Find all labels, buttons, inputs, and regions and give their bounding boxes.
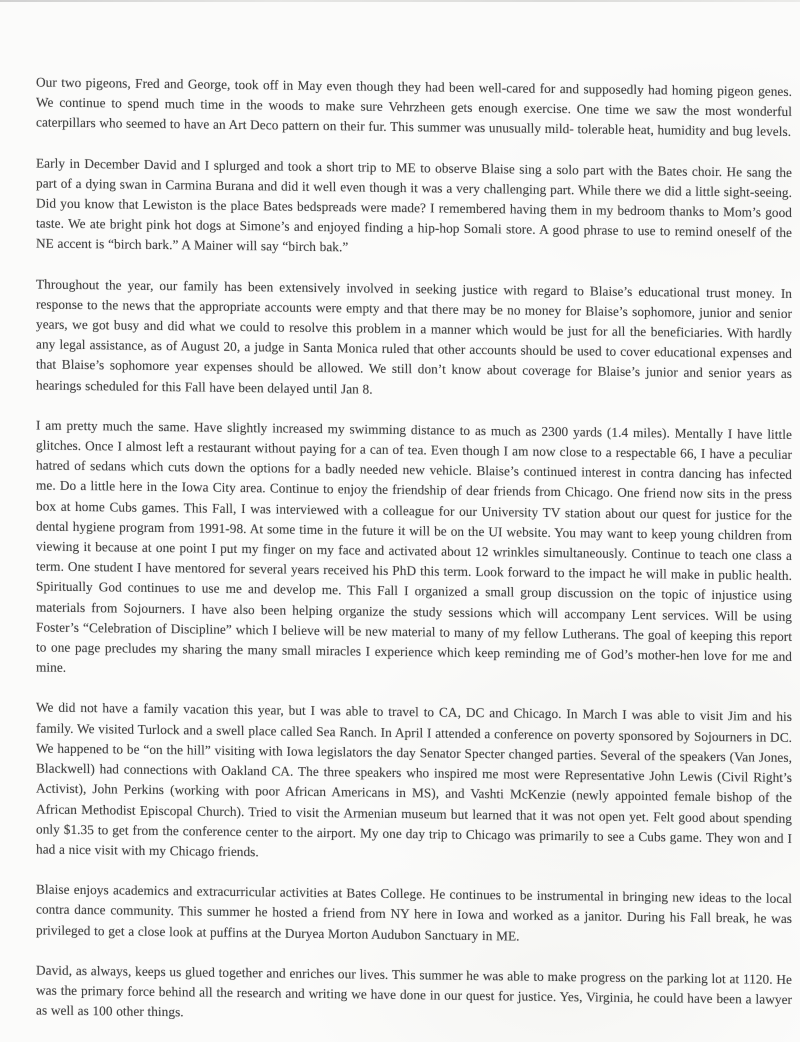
paragraph-travels: We did not have a family vacation this year, but I was able to travel to CA, DC and Chicago. In March I was able to visit Jim and his family. We visited Turlock and a swell place called Sea Ranch. In April I attended a conference on poverty sponsored by Sojourners in DC. We happened to be “on the hill” visiting with Iowa legislators the day Senator Specter changed parties. Several of the speakers (Van Jones, Blackwell) had connections with Oakland CA. The three speakers who inspired me most were Representative John Lewis (Civil Right’s Activist), John Perkins (working with poor African Americans in MS), and Vashti McKenzie (newly appointed female bishop of the African Methodist Episcopal Church). Tried to visit the Armenian museum but learned that it was not open yet. Felt good about spending only $1.35 to get from the conference center to the airport. My one day trip to Chicago was primarily to see a Cubs game. They won and I had a nice visit with my Chicago friends. [36, 699, 792, 860]
paragraph-david-update: David, as always, keeps us glued together and enriches our lives. This summer he was able to make progress on the parking lot at 1120. He was the primary force behind all the research and writing we have done in our quest for justice. Yes, Virginia, he could have been a lawyer as well as 100 other things. [36, 962, 792, 1020]
paragraph-maine-trip: Early in December David and I splurged and took a short trip to ME to observe Blaise sing a solo part with the Bates choir. He sang the part of a dying swan in Carmina Burana and did it well even though it was a very challenging part. While there we did a little sight-seeing. Did you know that Lewiston is the place Bates bedspreads were made? I remembered having them in my bedroom thanks to Mom’s good taste. We ate bright pink hot dogs at Simone’s and enjoyed finding a hip-hop Somali store. A good phrase to use to remind oneself of the NE accent is “birch bark.” A Mainer will say “birch bak.” [36, 155, 792, 255]
paragraph-trust-money-justice: Throughout the year, our family has been extensively involved in seeking justice with regard to Blaise’s educational trust money. In response to the news that the appropriate accounts were empty and that there may be no money for Blaise’s sophomore, junior and senior years, we got busy and did what we could to resolve this problem in a manner which would be just for all the beneficiaries. With hardly any legal assistance, as of August 20, a judge in Santa Monica ruled that other accounts should be used to cover educational expenses and that Blaise’s sophomore year expenses should be allowed. We still don’t know about coverage for Blaise’s junior and senior years as hearings scheduled for this Fall have been delayed until Jan 8. [36, 276, 792, 397]
paragraph-personal-update: I am pretty much the same. Have slightly increased my swimming distance to as much as 2300 yards (1.4 miles). Mentally I have little glitches. Once I almost left a restaurant without paying for a can of tea. Even though I am now close to a respectable 66, I have a peculiar hatred of sedans which cuts down the options for a badly needed new vehicle. Blaise’s continued interest in contra dancing has infected me. Do a little here in the Iowa City area. Continue to enjoy the friendship of dear friends from Chicago. One friend now sits in the press box at home Cubs games. This Fall, I was interviewed with a colleague for our University TV station about our quest for justice for the dental hygiene program from 1991-98. At some time in the future it will be on the UI website. You may want to keep young children from viewing it because at one point I put my finger on my face and activated about 12 wrinkles simultaneously. Continue to teach one class a term. One student I have mentored for several years received his PhD this term. Look forward to the impact he will make in public health. Spiritually God continues to use me and develop me. This Fall I organized a small group discussion on the topic of injustice using materials from Sojourners. I have also been helping organize the study sessions which will accompany Lent services. Will be using Foster’s “Celebration of Discipline” which I believe will be new material to many of my fellow Lutherans. The goal of keeping this report to one page precludes my sharing the many small miracles I experience which keep reminding me of God’s mother-hen love for me and mine. [36, 417, 792, 676]
paragraph-pigeons-and-summer: Our two pigeons, Fred and George, took off in May even though they had been well-cared for and supposedly had homing pigeon genes. We continue to spend much time in the woods to make sure Vehrzheen gets enough exercise. One time we saw the most wonderful caterpillars who seemed to have an Art Deco pattern on their fur. This summer was unusually mild- tolerable heat, humidity and bug levels. [36, 74, 792, 140]
paragraph-blaise-update: Blaise enjoys academics and extracurricular activities at Bates College. He continues to be instrumental in bringing new ideas to the local contra dance community. This summer he hosted a friend from NY here in Iowa and worked as a janitor. During his Fall break, he was privileged to get a close look at puffins at the Duryea Morton Audubon Sanctuary in ME. [36, 881, 792, 944]
